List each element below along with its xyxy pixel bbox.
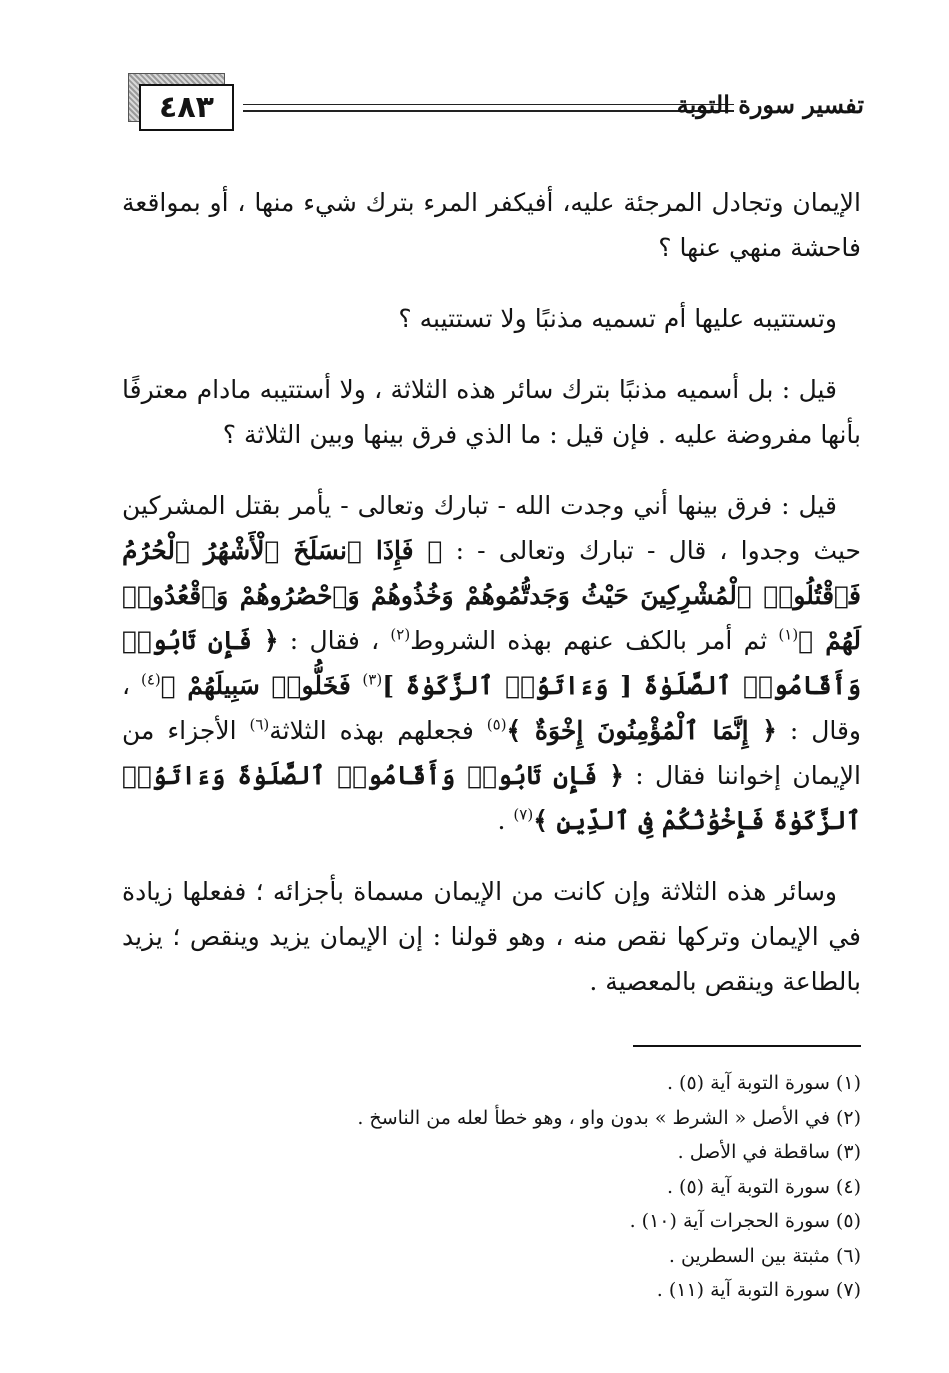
- footnote-6: (٦) مثبتة بين السطرين .: [668, 1244, 861, 1267]
- main-text: [122, 180, 861, 1030]
- footnote-7: (٧) سورة التوبة آية (١١) .: [656, 1279, 861, 1301]
- footnote-ref: (٧): [513, 805, 534, 824]
- footnote-4: (٤) سورة التوبة آية (٥) .: [666, 1175, 861, 1198]
- page-header: [125, 70, 864, 140]
- paragraph-2: وتستتيبه عليها أم تسميه مذنبًا ولا تستتيبه ؟: [398, 304, 837, 333]
- paragraph-5: وسائر هذه الثلاثة وإن كانت من الإيمان مسماة بأجزائه ؛ ففعلها زيادة في الإيمان وتركها نقص منه ، وهو قولنا : إن الإيمان يزيد وينقص ؛ يزيد بالطاعة وينقص بالمعصية .: [122, 877, 861, 996]
- footnote-ref: (١): [778, 625, 799, 644]
- text-segment: ، وقال :: [122, 671, 862, 745]
- text-segment: الأجزاء من الإيمان إخواننا فقال :: [122, 716, 861, 790]
- footnote-ref: (٦): [249, 715, 270, 734]
- footnote-ref: (٤): [140, 670, 161, 689]
- text-segment: ثم أمر بالكف عنهم بهذه الشروط: [410, 626, 779, 655]
- quran-verse: ﴿ فَإِن تَابُوا۟ وَأَقَامُوا۟ ٱلصَّلَوٰةَ [ وَءَاتَوُا۟ ٱلزَّكَوٰةَ ]: [122, 626, 861, 700]
- footnote-5: (٥) سورة الحجرات آية (١٠) .: [629, 1210, 861, 1232]
- footnote-3: (٣) ساقطة في الأصل .: [677, 1141, 861, 1163]
- paragraph-1: الإيمان وتجادل المرجئة عليه، أفيكفر المرء بترك شيء منها ، أو بمواقعة فاحشة منهي عنها ؟: [122, 188, 861, 262]
- quran-verse: ﴿ فَإِن تَابُوا۟ وَأَقَامُوا۟ ٱلصَّلَوٰةَ وَءَاتَوُا۟ ٱلزَّكَوٰةَ فَإِخْوَٰنُكُمْ فِى ٱلدِّينِ ﴾: [122, 761, 861, 835]
- footnote-ref: (٥): [486, 715, 507, 734]
- text-segment: .: [497, 806, 514, 835]
- footnote-1: (١) سورة التوبة آية (٥) .: [666, 1072, 861, 1094]
- footnotes: [122, 1066, 861, 1308]
- footnote-separator: [633, 1045, 861, 1047]
- running-title: تفسير سورة التوبة: [676, 90, 864, 119]
- paragraph-4: [122, 483, 861, 843]
- paragraph-3: قيل : بل أسميه مذنبًا بترك سائر هذه الثلاثة ، ولا أستتيبه مادام معترفًا بأنها مفروضة عليه . فإن قيل : ما الذي فرق بينها وبين الثلاثة ؟: [122, 375, 861, 449]
- quran-verse: فَخَلُّوا۟ سَبِيلَهُمْ ﴾: [160, 671, 363, 700]
- text-segment: قيل : فرق بينها أني وجدت الله - تبارك وتعالى - يأمر بقتل المشركين حيث وجدوا ، قال - تبارك وتعالى - :: [122, 491, 861, 565]
- text-segment: فجعلهم بهذه الثلاثة: [269, 716, 487, 745]
- text-segment: ، فقال :: [278, 626, 391, 655]
- quran-verse: ﴿ إِنَّمَا ٱلْمُؤْمِنُونَ إِخْوَةٌ ﴾: [506, 716, 777, 745]
- header-rule: [243, 104, 734, 112]
- footnote-ref: (٣): [362, 670, 383, 689]
- quran-verse: ﴿ فَإِذَا ٱنسَلَخَ ٱلْأَشْهُرُ ٱلْحُرُمُ فَٱقْتُلُوا۟ ٱلْمُشْرِكِينَ حَيْثُ وَجَدتُّمُوهُمْ وَخُذُوهُمْ وَٱحْصُرُوهُمْ وَٱقْعُدُوا۟ لَهُمْ ﴾: [122, 536, 861, 655]
- footnote-2: (٢) في الأصل « الشرط » بدون واو ، وهو خطأ لعله من الناسخ .: [357, 1106, 861, 1129]
- footnote-ref: (٢): [390, 625, 411, 644]
- page-number: ٤٨٣: [139, 84, 234, 131]
